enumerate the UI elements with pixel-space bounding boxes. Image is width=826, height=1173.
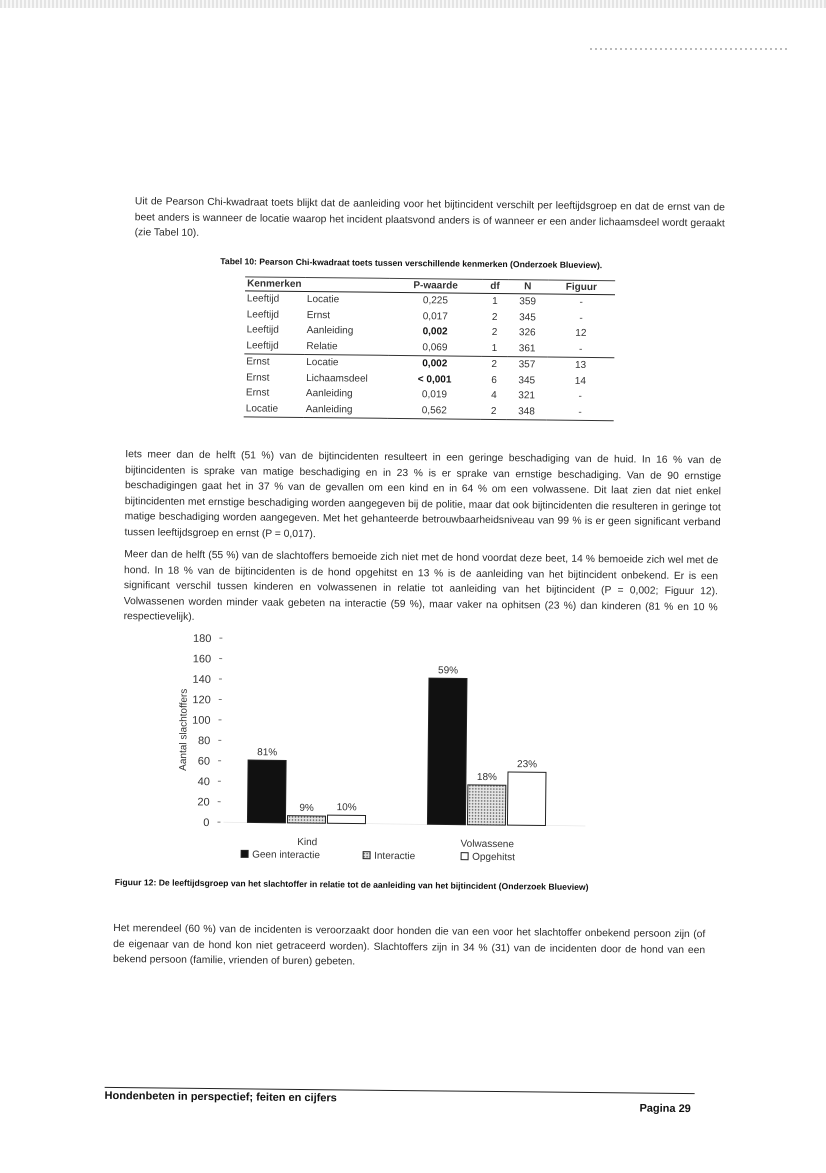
cell-p-waarde: 0,002: [388, 355, 481, 372]
cell-n: 345: [507, 373, 547, 389]
y-tick-label: 20: [197, 796, 209, 808]
table-row: [244, 401, 614, 421]
cell-kenmerk-1: Leeftijd: [244, 338, 304, 355]
bar-interactie: [467, 785, 505, 825]
cell-kenmerk-2: Aanleiding: [304, 386, 388, 402]
cell-figuur: -: [547, 294, 615, 311]
cell-p-waarde: 0,002: [389, 324, 482, 340]
cell-df: 6: [481, 372, 507, 388]
y-tick-label: 120: [192, 694, 210, 706]
y-tick-label: 180: [193, 633, 211, 645]
cell-figuur: 13: [547, 357, 615, 374]
data-label: 81%: [257, 747, 277, 758]
paragraph-relatie: Het merendeel (60 %) van de incidenten is veroorzaakt door honden die van een voor het slachtoffer onbekend persoon zijn (of de eigenaar van de hond kon niet getraceerd worden). Slachtoffers zijn in 34 % (31) van de incidenten door de hond van een bekend persoon (familie, vrienden of buren) gebeten.: [113, 921, 705, 974]
paragraph-aanleiding: Meer dan de helft (55 %) van de slachtoffers bemoeide zich niet met de hond voordat deze beet, 14 % bemoeide zich wel met de hond. In 18 % van de bijtincidenten is de hond opgehitst en 13 % is de aanleiding van het bijtincident onbekend. Er is een significant verschil tussen kinderen en volwassenen in relatie tot aanleiding van het bijtincident (P = 0,002; Figuur 12). Volwassenen worden minder vaak gebeten na interactie (59 %), maar vaker na ophitsen (23 %) dan kinderen (81 % en 10 % respectievelijk).: [124, 547, 719, 631]
header-kenmerken: Kenmerken: [245, 277, 389, 293]
legend-swatch: [363, 852, 370, 859]
cell-p-waarde: 0,069: [388, 339, 481, 356]
cell-df: 1: [481, 340, 507, 356]
data-label: 10%: [337, 802, 357, 813]
data-label: 23%: [517, 759, 537, 770]
cell-p-waarde: 0,019: [388, 387, 481, 403]
cell-n: 359: [508, 294, 548, 310]
cell-n: 321: [507, 388, 547, 404]
cell-n: 348: [507, 404, 547, 420]
legend-label: Opgehitst: [472, 852, 515, 863]
cell-df: 4: [481, 388, 507, 404]
cell-n: 345: [508, 310, 548, 326]
cell-df: 2: [482, 309, 508, 325]
bar-opgehitst: [327, 815, 365, 824]
cell-kenmerk-2: Aanleiding: [304, 401, 388, 418]
cell-kenmerk-1: Locatie: [244, 401, 304, 418]
cell-kenmerk-2: Lichaamsdeel: [304, 370, 388, 386]
cell-kenmerk-1: Leeftijd: [245, 307, 305, 323]
cell-p-waarde: 0,225: [389, 292, 482, 309]
cell-n: 326: [507, 325, 547, 341]
cell-kenmerk-1: Ernst: [244, 385, 304, 401]
y-tick-label: 40: [198, 776, 210, 788]
cell-figuur: -: [547, 341, 615, 358]
bar-opgehitst: [507, 772, 546, 826]
header-figuur: Figuur: [548, 280, 616, 295]
cell-kenmerk-2: Locatie: [304, 354, 388, 371]
cell-df: 2: [482, 325, 508, 341]
header-n: N: [508, 280, 548, 294]
y-tick-label: 80: [198, 735, 210, 747]
cell-figuur: -: [547, 310, 615, 326]
cell-p-waarde: 0,562: [388, 402, 481, 419]
bar-chart: [165, 626, 588, 878]
cell-kenmerk-2: Locatie: [305, 291, 389, 308]
bar-chart-svg: [165, 626, 588, 878]
bar-interactie: [287, 816, 325, 824]
cell-p-waarde: 0,017: [389, 308, 482, 324]
y-tick-label: 100: [192, 715, 210, 727]
data-label: 59%: [438, 665, 458, 676]
cell-kenmerk-1: Ernst: [244, 354, 304, 371]
cell-figuur: 12: [547, 326, 615, 342]
cell-df: 1: [482, 293, 508, 309]
y-tick-label: 60: [198, 756, 210, 768]
figure-caption: Figuur 12: De leeftijdsgroep van het slachtoffer in relatie tot de aanleiding van het bijtincident (Onderzoek Blueview): [115, 877, 589, 892]
cell-figuur: -: [546, 404, 614, 421]
cell-figuur: -: [546, 389, 614, 405]
table-caption: Tabel 10: Pearson Chi-kwadraat toets tussen verschillende kenmerken (Onderzoek Blueview).: [220, 256, 602, 270]
paragraph-ernst: Iets meer dan de helft (51 %) van de bijtincidenten resulteert in een geringe beschadiging van de huid. In 16 % van de bijtincidenten is sprake van matige beschadiging en in 23 % is er sprake van ernstige beschadiging. Van de 90 ernstige beschadigingen gaat het in 37 % van de gevallen om een kind en in 64 % om een volwassene. Dit laat zien dat niet enkel bijtincidenten met ernstige beschadiging worden aangegeven bij de politie, maar dat ook bijtincidenten die resulteren in geringe tot matige beschadiging worden aangegeven. Met het gehanteerde betrouwbaarheidsniveau van 99 % is er geen significant verband tussen leeftijdsgroep en ernst (P = 0,017).: [124, 447, 721, 546]
cell-kenmerk-1: Leeftijd: [245, 291, 305, 308]
cell-figuur: 14: [547, 373, 615, 389]
cell-p-waarde: < 0,001: [388, 371, 481, 387]
intro-paragraph: Uit de Pearson Chi-kwadraat toets blijkt dat de aanleiding voor het bijtincident verschilt per leeftijdsgroep en dat de ernst van de beet anders is wanneer de locatie waarop het incident plaatsvond anders is of wanneer er een ander lichaamsdeel wordt geraakt (zie Tabel 10).: [135, 195, 725, 248]
footer-title: Hondenbeten in perspectief; feiten en cijfers: [105, 1090, 337, 1104]
cell-kenmerk-2: Aanleiding: [305, 323, 389, 339]
legend-swatch: [461, 853, 468, 860]
data-label: 18%: [477, 772, 497, 783]
data-label: 9%: [299, 803, 314, 814]
cell-df: 2: [481, 403, 507, 419]
y-tick-label: 0: [203, 817, 209, 829]
legend-swatch: [241, 850, 248, 857]
cell-n: 357: [507, 357, 547, 373]
legend-label: Geen interactie: [252, 849, 320, 861]
y-axis-label: Aantal slachtoffers: [178, 689, 190, 771]
cell-kenmerk-2: Ernst: [305, 307, 389, 323]
bar-geen-interactie: [427, 678, 467, 825]
bar-geen-interactie: [247, 760, 286, 823]
category-label: Volwassene: [460, 839, 514, 851]
legend-label: Interactie: [374, 851, 416, 862]
chi-square-table: [244, 276, 615, 421]
cell-kenmerk-1: Leeftijd: [245, 322, 305, 338]
cell-n: 361: [507, 341, 547, 357]
cell-kenmerk-2: Relatie: [304, 338, 388, 355]
header-df: df: [482, 279, 508, 293]
cell-kenmerk-1: Ernst: [244, 370, 304, 386]
y-tick-label: 140: [193, 674, 211, 686]
footer-page-number: Pagina 29: [639, 1103, 690, 1116]
y-tick-label: 160: [193, 653, 211, 665]
category-label: Kind: [297, 837, 317, 848]
cell-df: 2: [481, 356, 507, 372]
header-pwaarde: P-waarde: [389, 278, 482, 293]
